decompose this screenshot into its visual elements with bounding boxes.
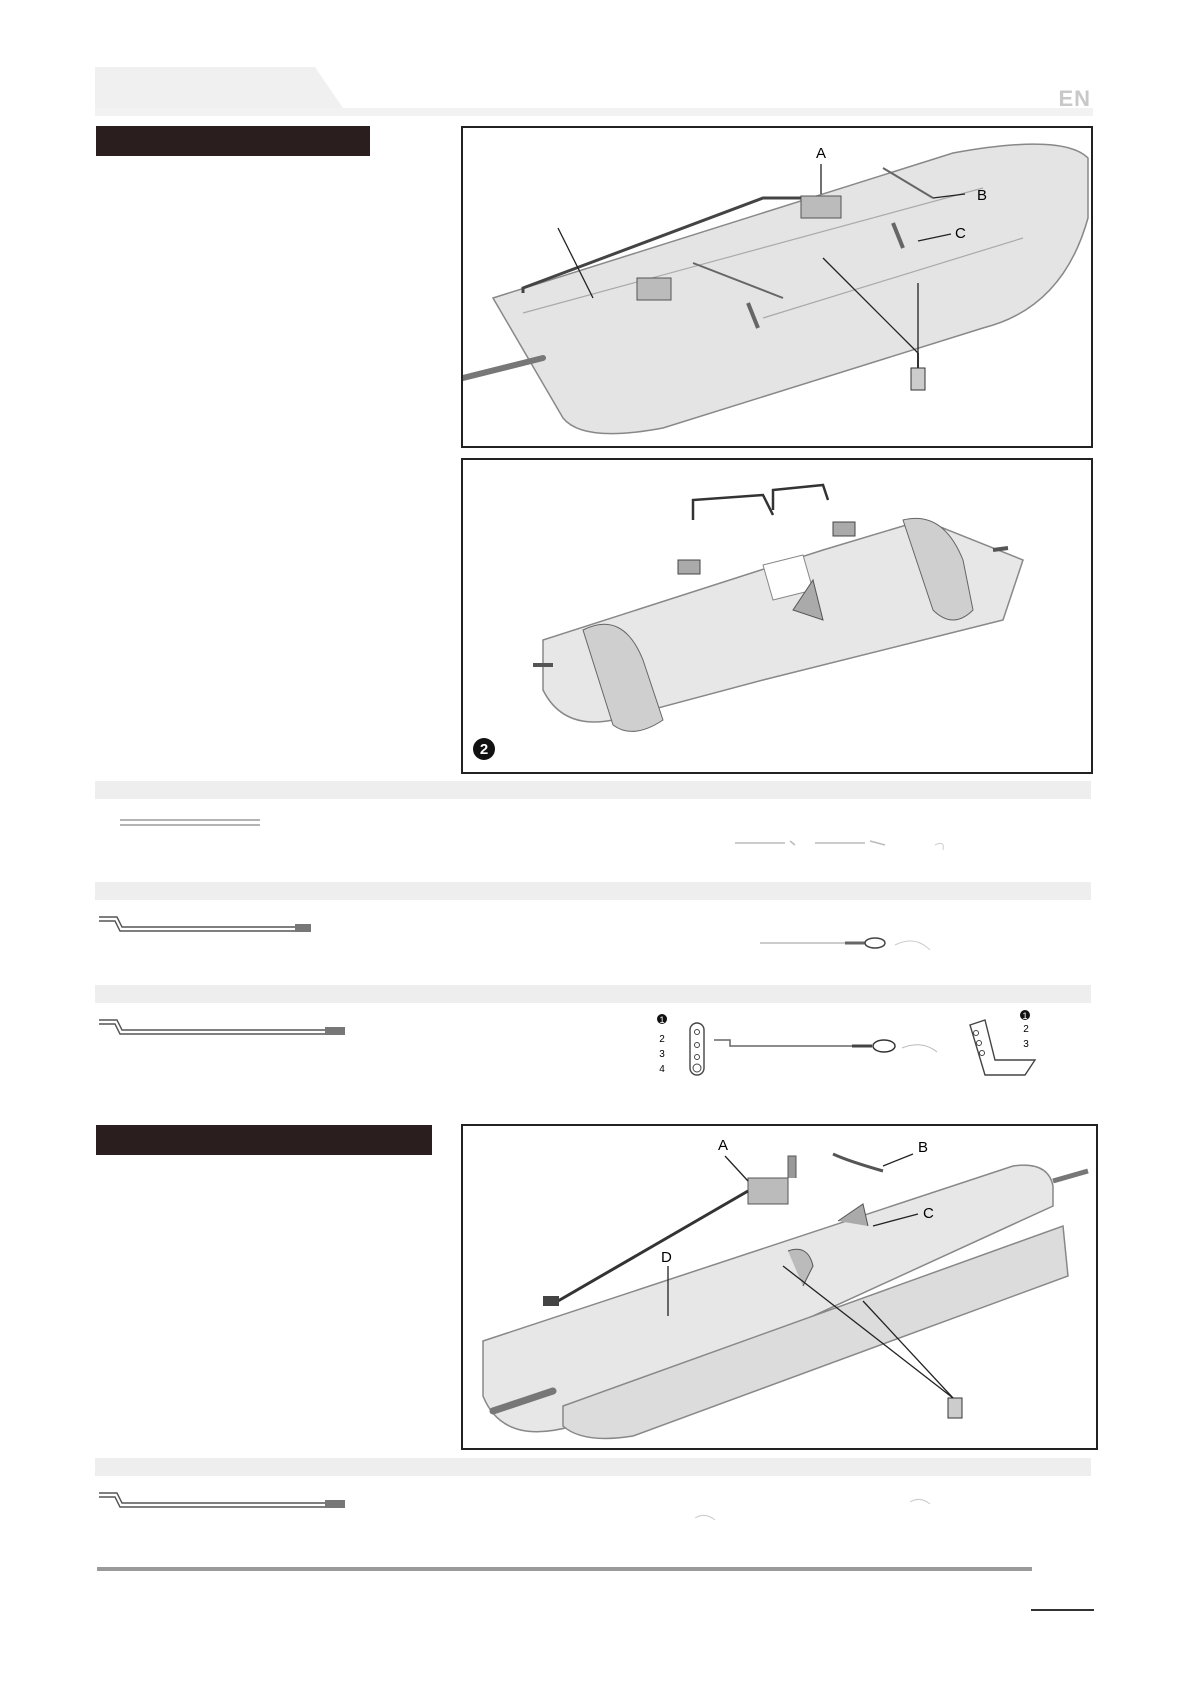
section-heading-bar-1 — [96, 126, 370, 156]
figure-number-badge: 2 — [473, 738, 495, 760]
wing-label-b: B — [977, 187, 988, 204]
info-band-1 — [95, 781, 1091, 799]
wing-label-c: C — [955, 225, 966, 242]
horn-hole-label-3: 3 — [1023, 1039, 1029, 1050]
tail-label-d: D — [661, 1249, 672, 1266]
header-tab — [95, 67, 345, 111]
control-horn-icon — [960, 1005, 1040, 1080]
footer-rule — [97, 1567, 1032, 1571]
info-band-3 — [95, 985, 1091, 1003]
wing-illustration — [463, 128, 1091, 446]
z-bend-pushrod-icon-1 — [95, 914, 325, 934]
header-band — [95, 108, 1093, 116]
tail-label-b: B — [918, 1139, 929, 1156]
figure-center-section — [461, 458, 1093, 774]
z-bend-pushrod-icon-2 — [95, 1017, 355, 1039]
info-band-4 — [95, 1458, 1091, 1476]
servo-hole-label-3: 3 — [659, 1049, 665, 1060]
servo-hole-label-2: 2 — [659, 1034, 665, 1045]
servo-hole-label-1: 1 — [659, 1015, 665, 1025]
linkage-faint-2 — [665, 915, 965, 965]
z-bend-pushrod-icon-3 — [95, 1490, 355, 1512]
figure-tail-servo — [461, 1124, 1098, 1450]
tail-illustration — [463, 1126, 1096, 1448]
language-label: EN — [1058, 86, 1091, 111]
straight-rod-icon — [110, 815, 270, 835]
wing-label-a: A — [815, 145, 827, 162]
info-band-2 — [95, 882, 1091, 900]
linkage-faint-1 — [665, 815, 1025, 855]
linkage-rod — [712, 1020, 952, 1060]
servo-hole-label-4: 4 — [659, 1064, 665, 1075]
section-heading-bar-2 — [96, 1125, 432, 1155]
page-number-rule — [1031, 1609, 1094, 1611]
tail-label-c: C — [923, 1205, 934, 1222]
center-section-illustration — [463, 460, 1091, 772]
horn-hole-label-2: 2 — [1023, 1024, 1029, 1035]
tail-label-a: A — [718, 1137, 729, 1154]
linkage-faint-3 — [665, 1490, 965, 1530]
figure-wing-servo — [461, 126, 1093, 448]
horn-hole-label-1: 1 — [1022, 1011, 1028, 1021]
